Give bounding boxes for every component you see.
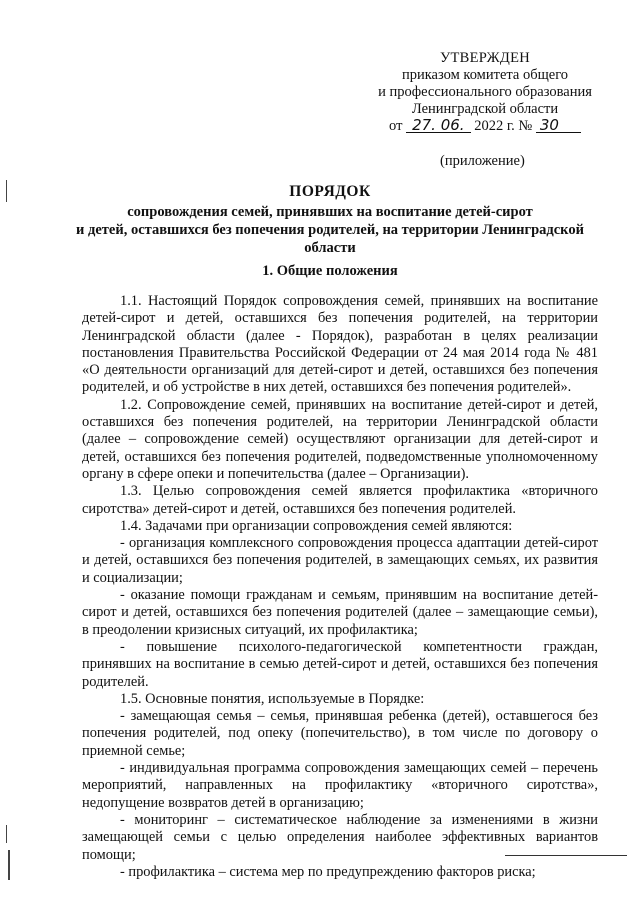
appendix-label: (приложение) bbox=[440, 153, 525, 169]
handwritten-date: 27. 06. bbox=[406, 118, 470, 133]
definition-item-3: - мониторинг – систематическое наблюдение за изменениями в жизни замещающей семьи с целью определения наиболее эффективных вариантов помощи; bbox=[82, 811, 598, 863]
scan-margin-mark bbox=[6, 180, 7, 202]
definition-item-1: - замещающая семья – семья, принявшая ребенка (детей), оставшегося без попечения родителей, под опеку (попечительство), в том числе по договору о приемной семье; bbox=[82, 708, 598, 759]
document-body bbox=[82, 293, 598, 881]
task-item-3: - повышение психолого-педагогической компетентности граждан, принявших на воспитание в семью детей-сирот и детей, оставшихся без попечения родителей. bbox=[82, 638, 598, 690]
approval-line-3: Ленинградской области bbox=[411, 101, 559, 117]
date-year: 2022 г. bbox=[474, 118, 515, 134]
approval-title: УТВЕРЖДЕН bbox=[439, 50, 531, 66]
definition-item-2: - индивидуальная программа сопровождения замещающих семей – перечень мероприятий, направленных на профилактику «вторичного сиротства», недопущение возвратов детей в организацию; bbox=[82, 760, 598, 811]
approval-line-2: и профессионального образования bbox=[378, 84, 592, 100]
approval-date-line bbox=[360, 118, 610, 135]
scan-margin-mark bbox=[6, 825, 7, 843]
title-main: ПОРЯДОК bbox=[289, 183, 371, 200]
title-line-1: сопровождения семей, принявших на воспитание детей-сирот bbox=[127, 204, 533, 220]
definition-item-4: - профилактика – система мер по предупреждению факторов риска; bbox=[120, 863, 536, 880]
title-line-3: области bbox=[304, 240, 356, 256]
approval-stamp-block bbox=[360, 50, 610, 135]
paragraph-1-1: 1.1. Настоящий Порядок сопровождения семей, принявших на воспитание детей-сирот и детей, оставшихся без попечения родителей, на территории Ленинградской области (далее - Порядок), разработан в целях реализации постановления Правительства Российской Федерации от 24 мая 2014 года № 481 «О деятельности организаций для детей-сирот и детей, оставшихся без попечения родителей, и об устройстве в них детей, оставшихся без попечения родителей». bbox=[82, 293, 598, 396]
number-sign: № bbox=[518, 118, 533, 134]
scan-margin-mark bbox=[8, 850, 10, 880]
paragraph-1-5: 1.5. Основные понятия, используемые в Порядке: bbox=[120, 690, 425, 707]
title-line-2: и детей, оставшихся без попечения родителей, на территории Ленинградской bbox=[76, 222, 584, 238]
section-heading: 1. Общие положения bbox=[262, 263, 398, 279]
date-prefix: от bbox=[389, 118, 403, 134]
task-item-2: - оказание помощи гражданам и семьям, принявшим на воспитание детей-сирот и детей, оставшихся без попечения родителей (далее – замещающие семьи), в преодолении кризисных ситуаций, их профилактика; bbox=[82, 587, 598, 638]
handwritten-number: 30 bbox=[536, 118, 581, 133]
task-item-1: - организация комплексного сопровождения процесса адаптации детей-сирот и детей, оставшихся без попечения родителей, в замещающих семьях, их развития и социализации; bbox=[82, 535, 598, 586]
paragraph-1-3: 1.3. Целью сопровождения семей является профилактика «вторичного сиротства» детей-сирот и детей, оставшихся без попечения родителей. bbox=[82, 483, 598, 517]
paragraph-1-2: 1.2. Сопровождение семей, принявших на воспитание детей-сирот и детей, оставшихся без попечения родителей, на территории Ленинградской области (далее – сопровождение семей) осуществляют организации для детей-сирот и детей, оставшихся без попечения родителей, подведомственные уполномоченному органу в сфере опеки и попечительства (далее – Организации). bbox=[82, 396, 598, 482]
approval-line-1: приказом комитета общего bbox=[401, 67, 569, 83]
document-title bbox=[70, 183, 590, 257]
footer-rule bbox=[505, 855, 627, 856]
paragraph-1-4: 1.4. Задачами при организации сопровождения семей являются: bbox=[120, 517, 513, 534]
